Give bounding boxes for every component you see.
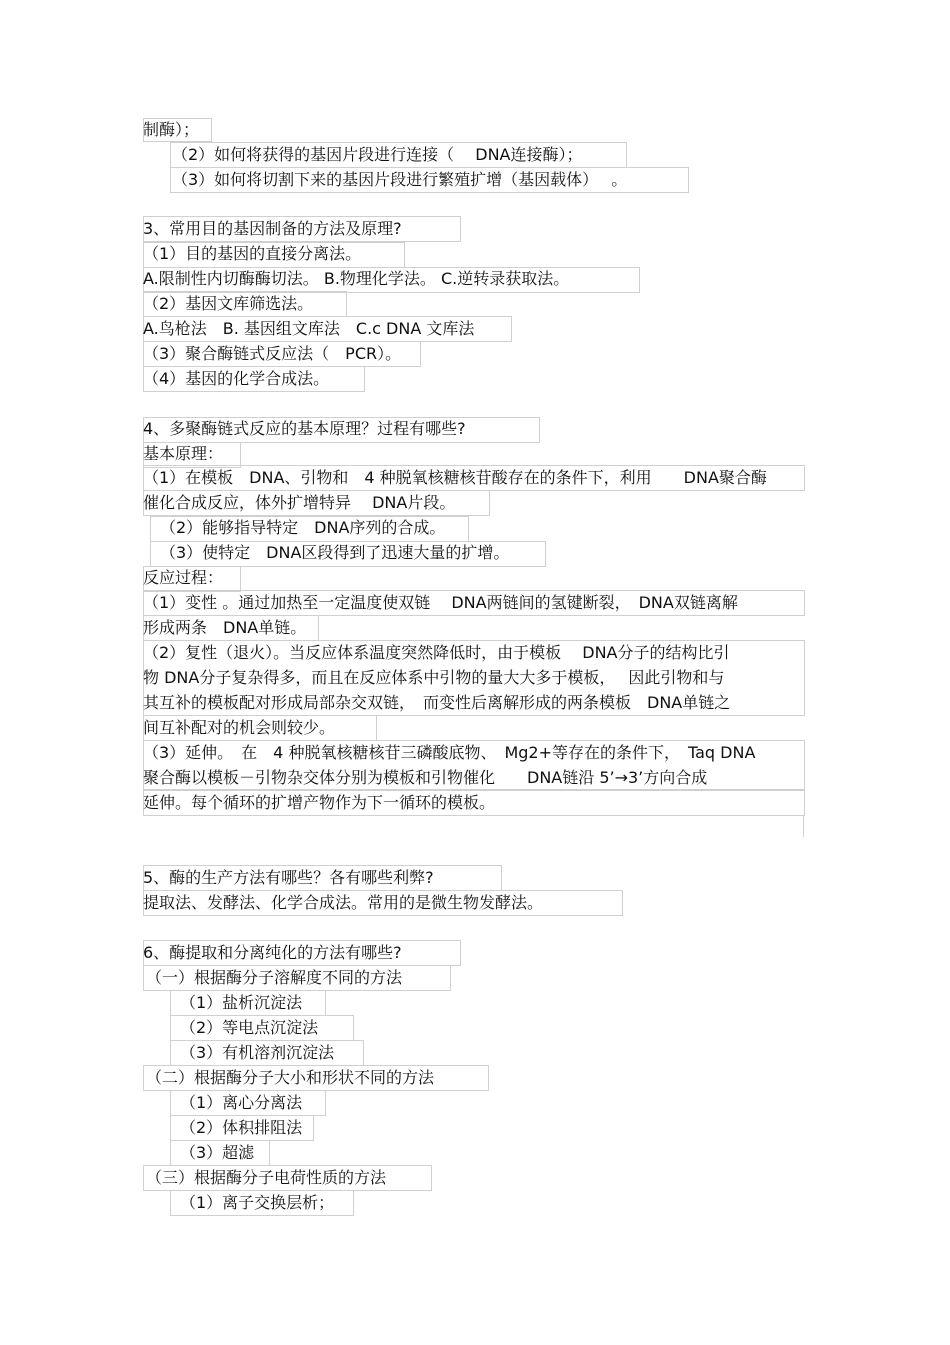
list-item: （1）离子交换层析； (180, 1193, 335, 1212)
text-line: A.鸟枪法 B. 基因组文库法 C.c DNA 文库法 (143, 319, 475, 338)
list-item: （3）超滤 (180, 1143, 255, 1162)
text-line: （2）能够指导特定 DNA序列的合成。 (160, 518, 446, 537)
text-line: A.限制性内切酶酶切法。 B.物理化学法。 C.逆转录获取法。 (143, 269, 570, 288)
section-heading: 5、酶的生产方法有哪些？各有哪些利弊? (143, 868, 434, 887)
text-line: 物 DNA分子复杂得多，而且在反应体系中引物的量大大多于模板， 因此引物和与 (143, 668, 725, 687)
text-line: 反应过程： (143, 568, 224, 587)
text-line: （4）基因的化学合成法。 (143, 369, 330, 388)
text-line: （1）变性 。通过加热至一定温度使双链 DNA两链间的氢键断裂， DNA双链离解 (143, 593, 738, 612)
text-line: 提取法、发酵法、化学合成法。常用的是微生物发酵法。 (143, 893, 544, 912)
text-line: （2）基因文库筛选法。 (143, 294, 314, 313)
section-heading: 6、酶提取和分离纯化的方法有哪些? (143, 943, 402, 962)
text-line: （3）延伸。 在 4 种脱氧核糖核苷三磷酸底物、 Mg2+等存在的条件下， Taq DNA (143, 743, 756, 762)
text-line: （1）在模板 DNA、引物和 4 种脱氧核糖核苷酸存在的条件下，利用 DNA聚合酶 (143, 468, 767, 487)
text-line: （1）目的基因的直接分离法。 (143, 244, 362, 263)
text-line: 其互补的模板配对形成局部杂交双链， 而变性后离解形成的两条模板 DNA单链之 (143, 693, 731, 712)
text-line: （3）如何将切割下来的基因片段进行繁殖扩增（基因载体） 。 (172, 170, 628, 189)
text-line: 制酶）； (143, 120, 200, 139)
list-item: （2）体积排阻法 (180, 1118, 303, 1137)
text-line: （一）根据酶分子溶解度不同的方法 (146, 968, 403, 987)
text-line: （3）使特定 DNA区段得到了迅速大量的扩增。 (160, 543, 510, 562)
text-line: （2）如何将获得的基因片段进行连接（ DNA连接酶）； (172, 145, 583, 164)
text-line: （2）复性（退火）。当反应体系温度突然降低时，由于模板 DNA分子的结构比引 (143, 643, 730, 662)
frame-edge (803, 815, 804, 837)
text-line: （三）根据酶分子电荷性质的方法 (146, 1168, 387, 1187)
text-line: （3）聚合酶链式反应法（ PCR）。 (143, 344, 402, 363)
text-line: 形成两条 DNA单链。 (143, 618, 307, 637)
list-item: （1）离心分离法 (180, 1093, 303, 1112)
list-item: （3）有机溶剂沉淀法 (180, 1043, 335, 1062)
list-item: （2）等电点沉淀法 (180, 1018, 319, 1037)
text-line: 基本原理： (143, 444, 224, 463)
text-line: 聚合酶以模板－引物杂交体分别为模板和引物催化 DNA链沿 5’→3’方向合成 (143, 768, 708, 787)
section-heading: 4、多聚酶链式反应的基本原理？过程有哪些? (143, 419, 466, 438)
text-line: 催化合成反应，体外扩增特异 DNA片段。 (143, 493, 456, 512)
section-heading: 3、常用目的基因制备的方法及原理? (143, 219, 402, 238)
text-line: （二）根据酶分子大小和形状不同的方法 (146, 1068, 435, 1087)
text-line: 间互补配对的机会则较少。 (143, 718, 336, 737)
list-item: （1）盐析沉淀法 (180, 993, 303, 1012)
text-line: 延伸。每个循环的扩增产物作为下一循环的模板。 (143, 793, 496, 812)
